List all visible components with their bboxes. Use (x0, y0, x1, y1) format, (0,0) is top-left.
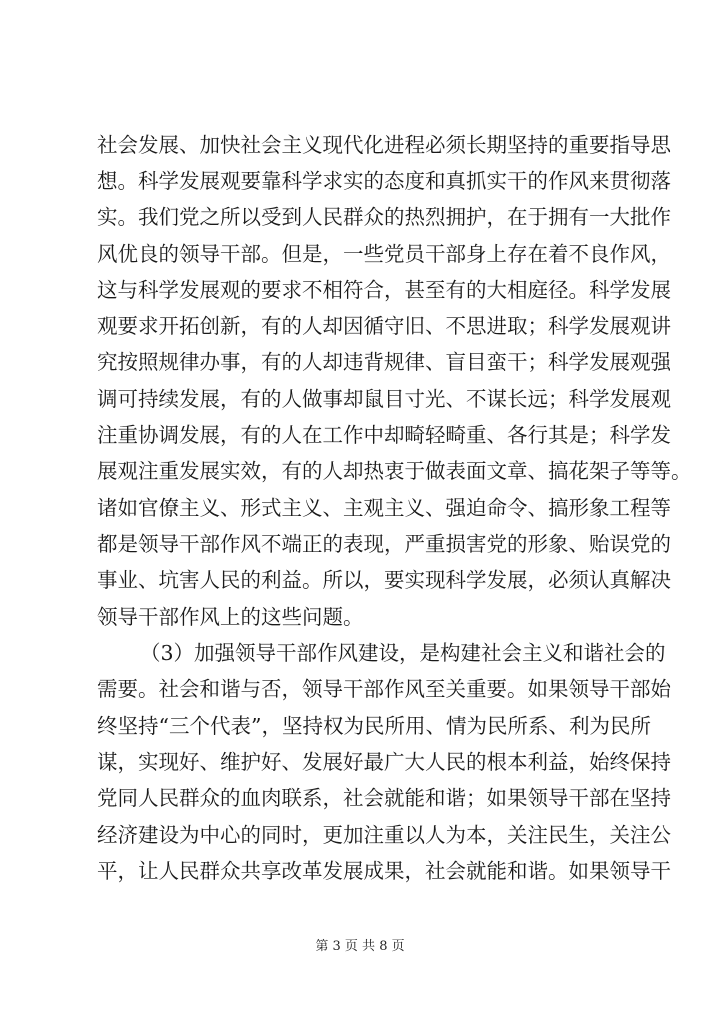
text-line-21: 平，让人民群众共享改革发展成果，社会就能和谐。如果领导干 (97, 859, 671, 883)
text-line-14: 领导干部作风上的这些问题。 (97, 605, 364, 629)
page-number-footer: 第 3 页 共 8 页 (315, 939, 405, 954)
text-line-12: 都是领导干部作风不端正的表现，严重损害党的形象、贻误党的 (97, 532, 671, 556)
text-line-17: 终坚持“三个代表”，坚持权为民所用、情为民所系、利为民所 (97, 714, 651, 738)
text-line-18: 谋，实现好、维护好、发展好最广大人民的根本利益，始终保持 (97, 750, 671, 774)
text-line-11: 诸如官僚主义、形式主义、主观主义、强迫命令、搞形象工程等 (97, 496, 671, 520)
text-line-8: 调可持续发展，有的人做事却鼠目寸光、不谋长远；科学发展观 (97, 387, 671, 411)
text-line-1: 社会发展、加快社会主义现代化进程必须长期坚持的重要指导思 (97, 133, 671, 157)
text-line-7: 究按照规律办事，有的人却违背规律、盲目蛮干；科学发展观强 (97, 350, 671, 374)
text-line-20: 经济建设为中心的同时，更加注重以人为本，关注民生，关注公 (97, 823, 671, 847)
text-line-15: （3）加强领导干部作风建设，是构建社会主义和谐社会的 (140, 641, 666, 665)
text-line-13: 事业、坑害人民的利益。所以，要实现科学发展，必须认真解决 (97, 568, 671, 592)
text-line-6: 观要求开拓创新，有的人却因循守旧、不思进取；科学发展观讲 (97, 314, 671, 338)
text-line-10: 展观注重发展实效，有的人却热衷于做表面文章、搞花架子等等。 (97, 459, 692, 483)
text-line-16: 需要。社会和谐与否，领导干部作风至关重要。如果领导干部始 (97, 677, 671, 701)
text-line-3: 实。我们党之所以受到人民群众的热烈拥护，在于拥有一大批作 (97, 205, 671, 229)
text-line-5: 这与科学发展观的要求不相符合，甚至有的大相庭径。科学发展 (97, 278, 671, 302)
text-line-19: 党同人民群众的血肉联系，社会就能和谐；如果领导干部在坚持 (97, 786, 671, 810)
text-line-2: 想。科学发展观要靠科学求实的态度和真抓实干的作风来贯彻落 (97, 169, 671, 193)
text-line-9: 注重协调发展，有的人在工作中却畸轻畸重、各行其是；科学发 (97, 423, 671, 447)
text-line-4: 风优良的领导干部。但是，一些党员干部身上存在着不良作风， (97, 242, 671, 266)
